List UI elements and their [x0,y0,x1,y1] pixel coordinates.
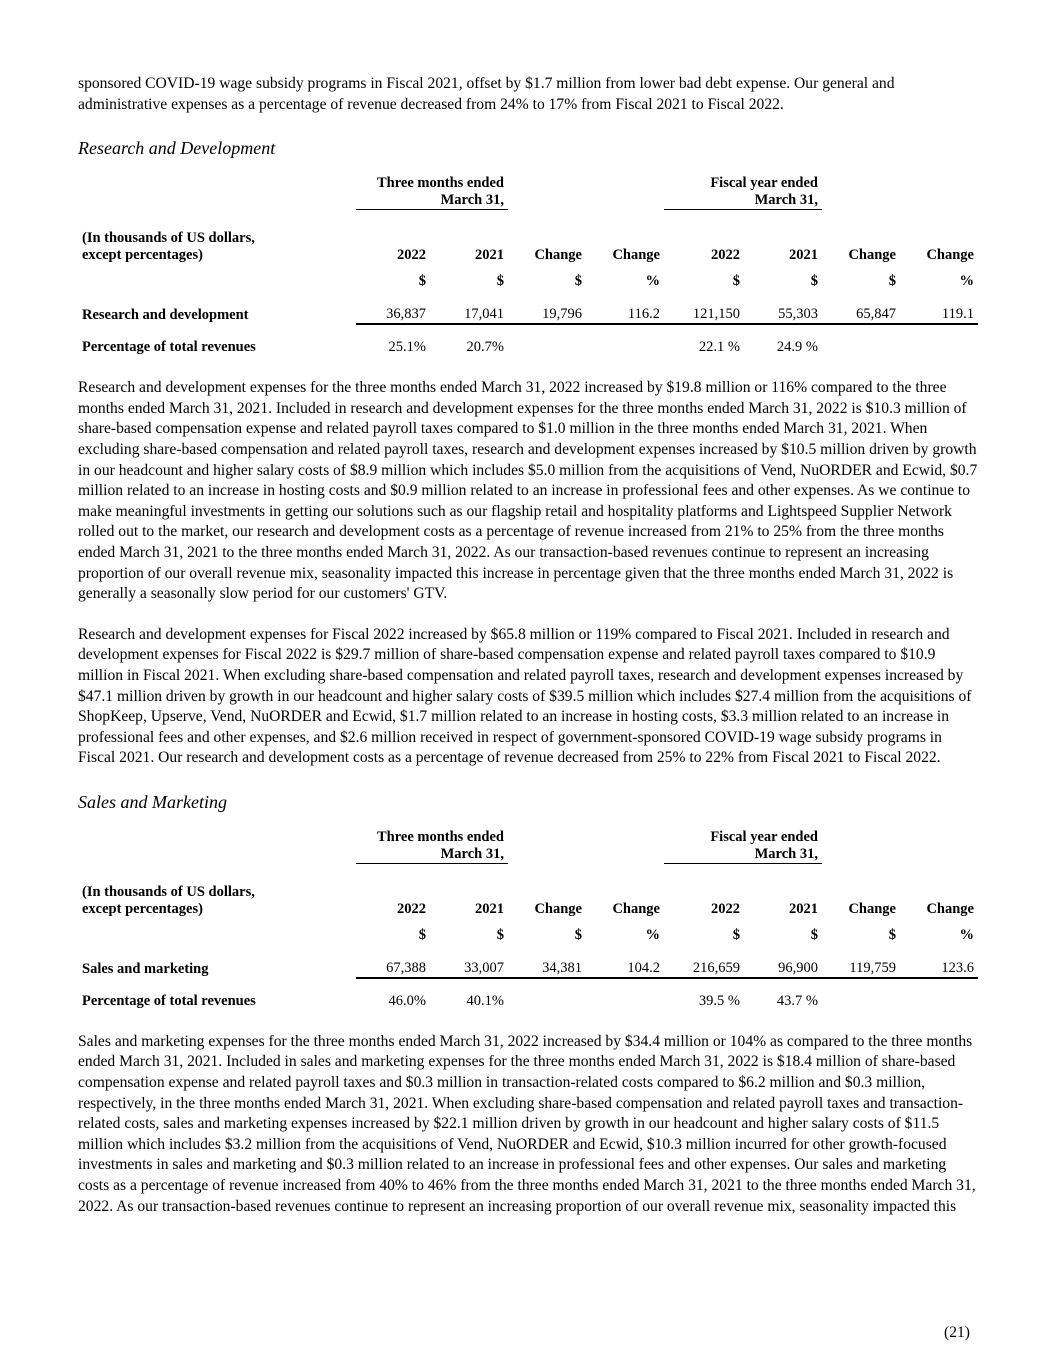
sm-col-header: 2021 [475,900,504,917]
sm-cell: 123.6 [900,960,978,978]
sm-unit: $ [888,926,896,943]
sm-cell: 104.2 [586,960,664,978]
sm-col-header: Change [612,900,660,917]
rd-percent-row [78,339,978,356]
sm-col-header: Change [848,900,896,917]
sm-heading: Sales and Marketing [78,791,227,812]
rd-col-header: Change [848,247,896,264]
rd-group-header-row [78,175,978,210]
rd-group-3m: Three months ended March 31, [356,175,508,210]
sm-group-header-row [78,829,978,864]
rd-table-label: (In thousands of US dollars, except percentages) [82,230,255,264]
rd-col-header: 2021 [475,247,504,264]
document-page [78,74,978,1217]
sm-percent-label: Percentage of total revenues [82,992,256,1009]
intro-paragraph: sponsored COVID-19 wage subsidy programs in Fiscal 2021, offset by $1.7 million from lower bad debt expense. Our general and administrative expenses as a percentage of revenue decreased from 24% to 17% from Fiscal 2021 to Fiscal 2022. [78,75,895,113]
rd-column-header-row [78,230,978,264]
rd-pct-cell: 25.1% [388,339,426,356]
sm-row-label: Sales and marketing [82,960,209,977]
sm-table-label: (In thousands of US dollars, except percentages) [82,883,255,917]
sm-col-header: 2022 [397,900,426,917]
rd-percent-label: Percentage of total revenues [82,339,256,356]
rd-unit: % [959,273,974,290]
sm-unit: % [645,926,660,943]
rd-col-header: 2022 [397,247,426,264]
rd-pct-cell: 24.9 % [776,339,818,356]
rd-unit: $ [810,273,818,290]
rd-col-header: Change [926,247,974,264]
rd-col-header: Change [612,247,660,264]
rd-data-row [78,306,978,324]
sm-unit: $ [574,926,582,943]
rd-unit: $ [574,273,582,290]
sm-col-header: Change [534,900,582,917]
rd-group-fy: Fiscal year ended March 31, [664,175,822,210]
sm-unit: % [959,926,974,943]
sm-cell: 216,659 [664,960,744,978]
sm-pct-cell: 40.1% [466,992,504,1009]
rd-unit: $ [496,273,504,290]
rd-paragraph-2: Research and development expenses for Fiscal 2022 increased by $65.8 million or 119% compared to Fiscal 2021. Included in research and development expenses for Fiscal 2022 is $29.7 million of share-based compensation expense and related payroll taxes compared to $10.9 million in Fiscal 2021. When excluding share-based compensation and related payroll taxes, research and development expenses increased by $47.1 million driven by growth in our headcount and higher salary costs of $39.5 million which includes $27.4 million from the acquisitions of ShopKeep, Upserve, Vend, NuORDER and Ecwid, $1.7 million related to an increase in hosting costs, $3.3 million related to an increase in professional fees and other expenses, and $2.6 million received in respect of government-sponsored COVID-19 wage subsidy programs in Fiscal 2021. Our research and development costs as a percentage of revenue decreased from 25% to 22% from Fiscal 2021 to Fiscal 2022. [78,625,972,767]
rd-unit: $ [418,273,426,290]
sm-unit: $ [810,926,818,943]
sm-table [78,829,978,1010]
sm-unit: $ [732,926,740,943]
rd-units-row [78,264,978,290]
sm-cell: 67,388 [356,960,430,978]
sm-unit: $ [496,926,504,943]
sm-data-row [78,960,978,978]
sm-group-fy: Fiscal year ended March 31, [664,829,822,864]
rd-col-header: 2021 [789,247,818,264]
rd-cell: 65,847 [822,306,900,324]
sm-group-3m: Three months ended March 31, [356,829,508,864]
rd-pct-cell: 22.1 % [698,339,740,356]
sm-col-header: 2021 [789,900,818,917]
page-number: (21) [944,1324,970,1341]
rd-cell: 121,150 [664,306,744,324]
rd-cell: 116.2 [586,306,664,324]
sm-unit: $ [418,926,426,943]
sm-percent-row [78,993,978,1010]
sm-pct-cell: 46.0% [388,992,426,1009]
sm-column-header-row [78,884,978,918]
sm-paragraph-1: Sales and marketing expenses for the three months ended March 31, 2022 increased by $34.4 million or 104% as compared to the three months ended March 31, 2021. Included in sales and marketing expenses for the three months ended March 31, 2022 is $18.4 million of share-based compensation expense and related payroll taxes and $0.3 million in transaction-related costs compared to $6.2 million and $0.3 million, respectively, in the three months ended March 31, 2021. When excluding share-based compensation and related payroll taxes and transaction-related costs, sales and marketing expenses increased by $22.1 million driven by growth in our headcount and higher salary costs of $11.5 million which includes $3.2 million from the acquisitions of Vend, NuORDER and Ecwid, $10.3 million incurred for other growth-focused investments in sales and marketing and $0.3 million related to an increase in professional fees and other expenses. Our sales and marketing costs as a percentage of revenue increased from 40% to 46% from the three months ended March 31, 2021 to the three months ended March 31, 2022. As our transaction-based revenues continue to represent an increasing proportion of our overall revenue mix, seasonality impacted this [78,1032,976,1215]
rd-table [78,175,978,356]
rd-cell: 55,303 [744,306,822,324]
rd-unit: $ [732,273,740,290]
sm-cell: 34,381 [508,960,586,978]
rd-unit: % [645,273,660,290]
rd-paragraph-1: Research and development expenses for the three months ended March 31, 2022 increased by $19.8 million or 116% compared to the three months ended March 31, 2021. Included in research and development expenses for the three months ended March 31, 2022 is $10.3 million of share-based compensation expense and related payroll taxes compared to $1.0 million in the three months ended March 31, 2021. When excluding share-based compensation and related payroll taxes, research and development expenses increased by $10.5 million driven by growth in our headcount and higher salary costs of $8.9 million which includes $5.0 million from the acquisitions of Vend, NuORDER and Ecwid, $0.7 million related to an increase in hosting costs and $0.9 million related to an increase in professional fees and other expenses. As we continue to make meaningful investments in getting our solutions such as our flagship retail and hospitality platforms and Lightspeed Supplier Network rolled out to the market, our research and development costs as a percentage of revenue increased from 21% to 25% from the three months ended March 31, 2021 to the three months ended March 31, 2022. As our transaction-based revenues continue to represent an increasing proportion of our overall revenue mix, seasonality impacted this increase in percentage given that the three months ended March 31, 2022 is generally a seasonally slow period for our customers' GTV. [78,379,978,603]
rd-col-header: 2022 [711,247,740,264]
sm-cell: 33,007 [430,960,508,978]
rd-pct-cell: 20.7% [466,339,504,356]
rd-cell: 19,796 [508,306,586,324]
sm-pct-cell: 43.7 % [776,992,818,1009]
rd-heading: Research and Development [78,138,276,159]
rd-cell: 119.1 [900,306,978,324]
sm-pct-cell: 39.5 % [698,992,740,1009]
rd-cell: 36,837 [356,306,430,324]
rd-row-label: Research and development [82,307,249,324]
rd-cell: 17,041 [430,306,508,324]
sm-col-header: 2022 [711,900,740,917]
rd-col-header: Change [534,247,582,264]
sm-cell: 96,900 [744,960,822,978]
sm-cell: 119,759 [822,960,900,978]
sm-col-header: Change [926,900,974,917]
rd-unit: $ [888,273,896,290]
sm-units-row [78,918,978,944]
